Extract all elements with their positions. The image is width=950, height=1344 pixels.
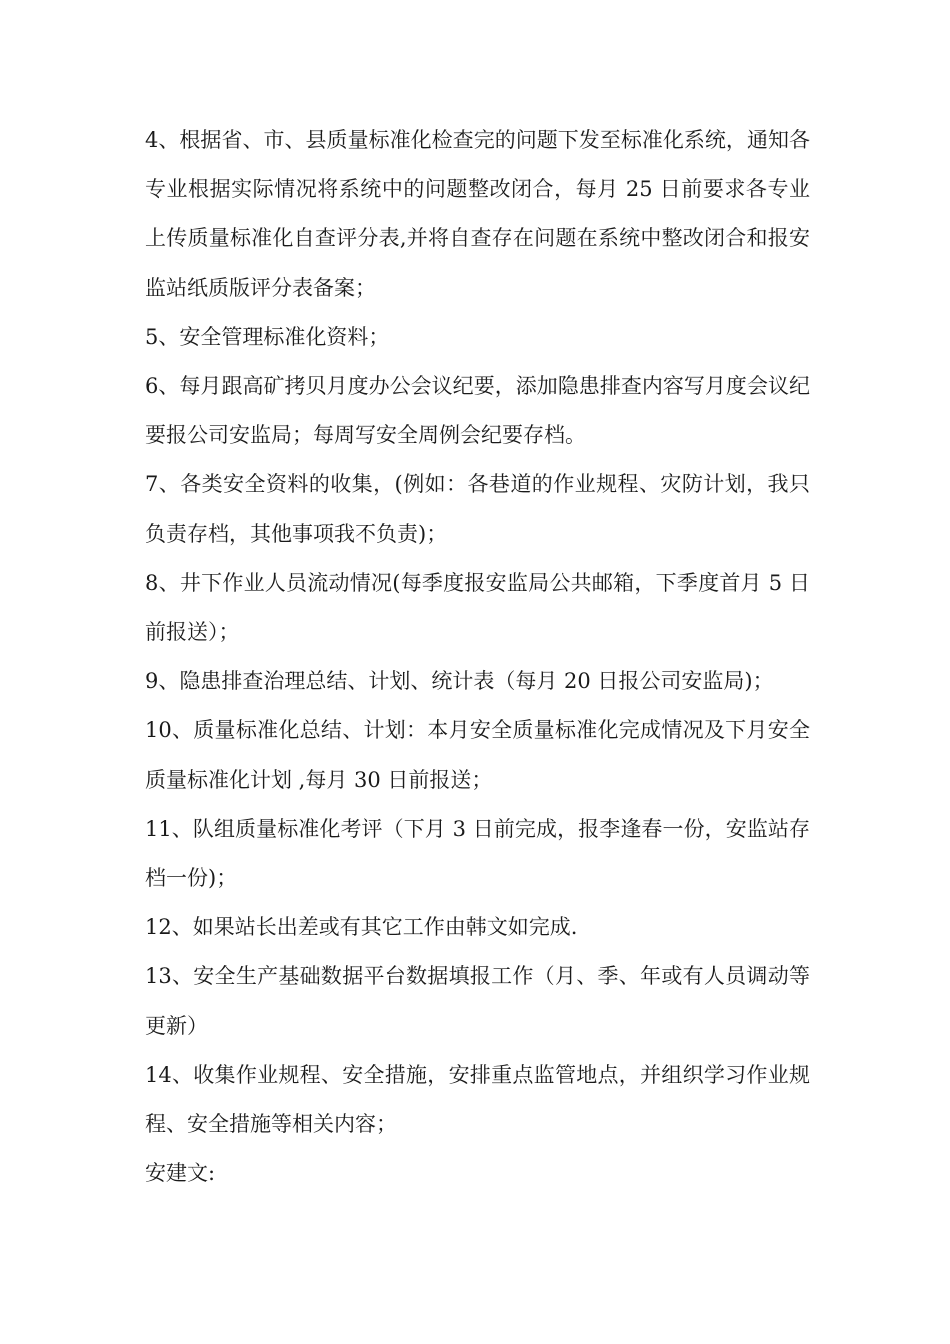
paragraph-item-14: 14、收集作业规程、安全措施，安排重点监管地点，并组织学习作业规程、安全措施等相关内容； — [145, 1062, 810, 1137]
paragraph-item-9: 9、隐患排查治理总结、计划、统计表（每月 20 日报公司安监局)； — [145, 669, 774, 694]
paragraph-item-12: 12、如果站长出差或有其它工作由韩文如完成. — [145, 915, 578, 940]
paragraph-item-7: 7、各类安全资料的收集，(例如：各巷道的作业规程、灾防计划，我只负责存档，其他事项我不负责)； — [145, 472, 810, 546]
paragraph-item-8: 8、井下作业人员流动情况(每季度报安监局公共邮箱，下季度首月 5 日前报送）； — [145, 570, 810, 645]
paragraph-item-10: 10、质量标准化总结、计划：本月安全质量标准化完成情况及下月安全质量标准化计划 ,每月 30 日前报送； — [145, 718, 810, 792]
paragraph-item-5: 5、安全管理标准化资料； — [145, 324, 390, 349]
paragraph-signature-name: 安建文: — [145, 1161, 216, 1186]
paragraph-item-13: 13、安全生产基础数据平台数据填报工作（月、季、年或有人员调动等更新） — [145, 964, 810, 1038]
paragraph-item-4: 4、根据省、市、县质量标准化检查完的问题下发至标准化系统，通知各专业根据实际情况将系统中的问题整改闭合，每月 25 日前要求各专业上传质量标准化自查评分表,并将自查存在问题在系统中整改闭合和报安监站纸质版评分表备案； — [145, 128, 810, 300]
paragraph-item-6: 6、每月跟高矿拷贝月度办公会议纪要，添加隐患排查内容写月度会议纪要报公司安监局；每周写安全周例会纪要存档。 — [145, 374, 810, 448]
paragraph-item-11: 11、队组质量标准化考评（下月 3 日前完成，报李逢春一份，安监站存档一份)； — [145, 816, 810, 891]
document-body — [145, 116, 810, 1198]
